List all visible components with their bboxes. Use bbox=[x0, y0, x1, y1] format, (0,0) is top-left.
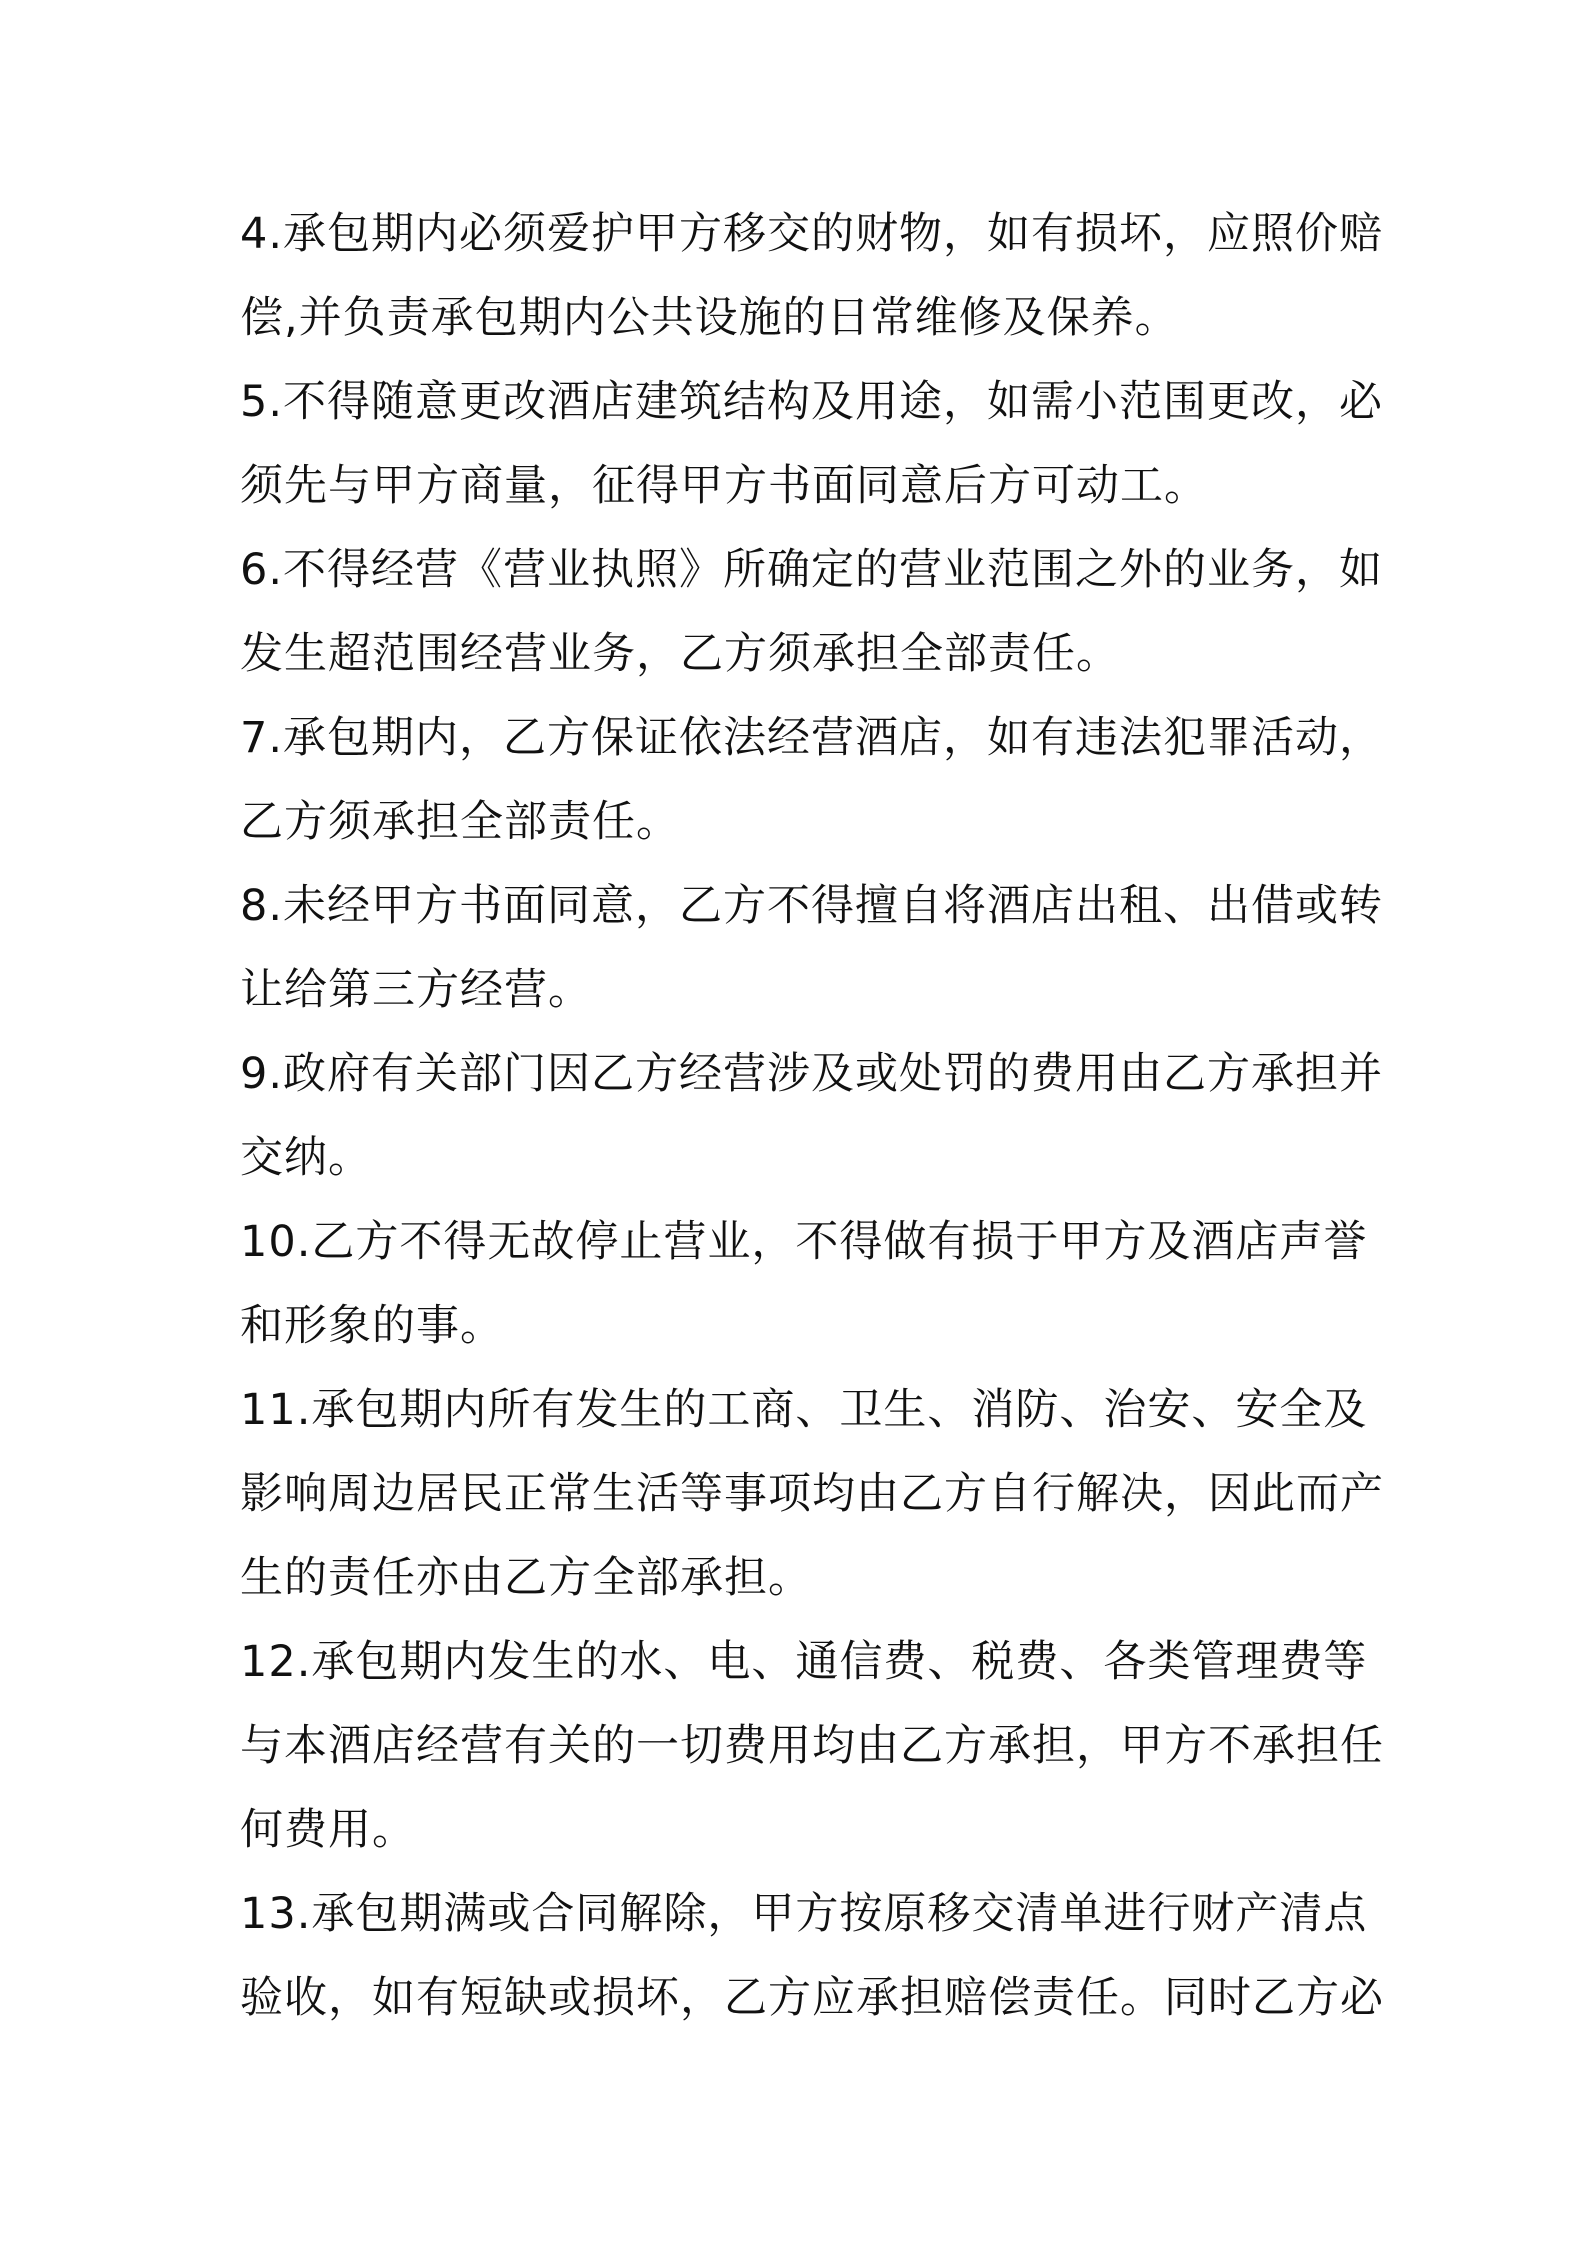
text-line: 4.承包期内必须爱护甲方移交的财物，如有损坏，应照价赔 bbox=[240, 209, 1384, 259]
text-line: 11.承包期内所有发生的工商、卫生、消防、治安、安全及 bbox=[240, 1385, 1368, 1435]
text-line: 偿,并负责承包期内公共设施的日常维修及保养。 bbox=[240, 293, 1179, 343]
text-line: 与本酒店经营有关的一切费用均由乙方承担，甲方不承担任 bbox=[240, 1721, 1384, 1771]
text-line: 让给第三方经营。 bbox=[240, 965, 592, 1015]
text-line: 验收，如有短缺或损坏，乙方应承担赔偿责任。同时乙方必 bbox=[240, 1973, 1384, 2023]
clause-12 bbox=[240, 1620, 1384, 1872]
clause-9 bbox=[240, 1032, 1384, 1200]
clause-4 bbox=[240, 192, 1384, 360]
clause-10 bbox=[240, 1200, 1368, 1368]
text-line: 乙方须承担全部责任。 bbox=[240, 797, 680, 847]
clause-7 bbox=[240, 696, 1384, 864]
text-line: 生的责任亦由乙方全部承担。 bbox=[240, 1553, 812, 1603]
text-line: 6.不得经营《营业执照》所确定的营业范围之外的业务，如 bbox=[240, 545, 1384, 595]
text-line: 何费用。 bbox=[240, 1805, 416, 1855]
text-line: 发生超范围经营业务，乙方须承担全部责任。 bbox=[240, 629, 1120, 679]
text-line: 12.承包期内发生的水、电、通信费、税费、各类管理费等 bbox=[240, 1637, 1368, 1687]
clause-11 bbox=[240, 1368, 1384, 1620]
text-line: 9.政府有关部门因乙方经营涉及或处罚的费用由乙方承担并 bbox=[240, 1049, 1384, 1099]
text-line: 交纳。 bbox=[240, 1133, 372, 1183]
text-line: 须先与甲方商量，征得甲方书面同意后方可动工。 bbox=[240, 461, 1208, 511]
text-line: 13.承包期满或合同解除，甲方按原移交清单进行财产清点 bbox=[240, 1889, 1368, 1939]
contract-text-body bbox=[240, 192, 1384, 2040]
clause-5 bbox=[240, 360, 1384, 528]
text-line: 影响周边居民正常生活等事项均由乙方自行解决，因此而产 bbox=[240, 1469, 1384, 1519]
text-line: 5.不得随意更改酒店建筑结构及用途，如需小范围更改，必 bbox=[240, 377, 1384, 427]
clause-8 bbox=[240, 864, 1384, 1032]
clause-6 bbox=[240, 528, 1384, 696]
text-line: 10.乙方不得无故停止营业，不得做有损于甲方及酒店声誉 bbox=[240, 1217, 1368, 1267]
text-line: 7.承包期内，乙方保证依法经营酒店，如有违法犯罪活动， bbox=[240, 713, 1384, 763]
text-line: 和形象的事。 bbox=[240, 1301, 504, 1351]
text-line: 8.未经甲方书面同意，乙方不得擅自将酒店出租、出借或转 bbox=[240, 881, 1384, 931]
clause-13 bbox=[240, 1872, 1384, 2040]
